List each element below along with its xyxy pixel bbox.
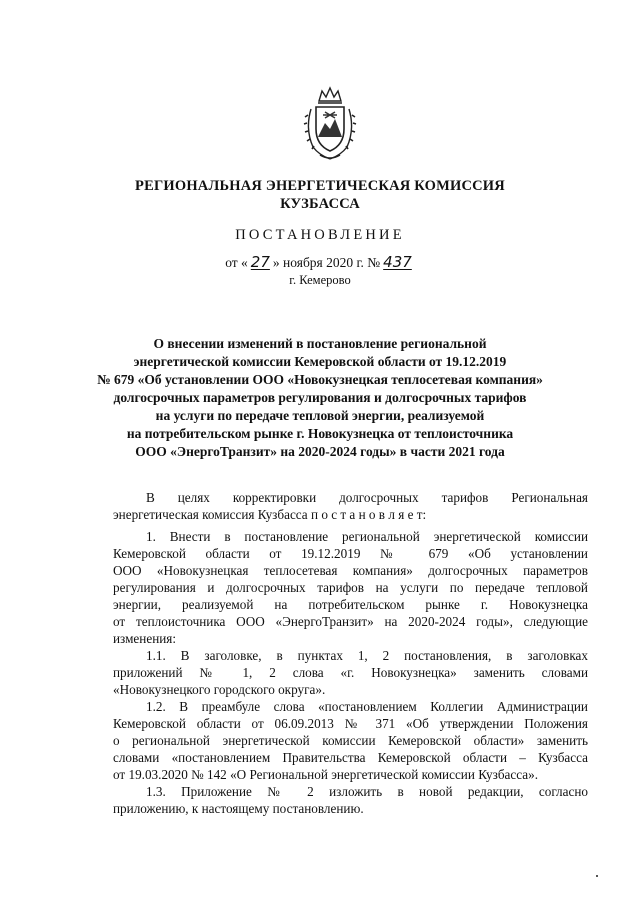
title-line: долгосрочных параметров регулирования и долгосрочных тарифов: [113, 390, 527, 405]
handwritten-day: 27: [250, 253, 270, 271]
body-line: 1.2. В преамбуле слова «постановлением Коллегии Администрации: [146, 699, 588, 714]
date-prefix: от «: [225, 255, 248, 270]
body-line: энергии, реализуемой на потребительском рынке г. Новокузнецка: [113, 597, 588, 612]
title-line: ООО «ЭнергоТранзит» на 2020-2024 годы» в части 2021 года: [135, 444, 505, 459]
city-label: г. Кемерово: [289, 273, 351, 287]
body-line: приложений № 1, 2 слова «г. Новокузнецка» заменить словами: [113, 665, 588, 680]
organization-name-line1: РЕГИОНАЛЬНАЯ ЭНЕРГЕТИЧЕСКАЯ КОМИССИЯ: [135, 178, 505, 194]
body-line: от 19.03.2020 № 142 «О Региональной энергетической комиссии Кузбасса».: [113, 767, 538, 782]
decree-date-line: [0, 253, 640, 271]
body-line: словами «постановлением Правительства Кемеровской области – Кузбасса: [113, 750, 588, 765]
title-line: энергетической комиссии Кемеровской области от 19.12.2019: [133, 354, 507, 369]
body-line: 1. Внести в постановление региональной энергетической комиссии: [146, 529, 588, 544]
title-line: на потребительском рынке г. Новокузнецка от теплоисточника: [126, 426, 514, 441]
organization-name-line2: КУЗБАССА: [280, 196, 360, 212]
document-type: ПОСТАНОВЛЕНИЕ: [235, 227, 405, 243]
body-line: Кемеровской области от 19.12.2019 № 679 «Об установлении: [113, 546, 588, 561]
body-line: энергетическая комиссия Кузбасса п о с т а н о в л я е т:: [113, 507, 427, 522]
body-line: Кемеровской области от 06.09.2013 № 371 «Об утверждении Положения: [113, 716, 588, 731]
body-line: 1.3. Приложение № 2 изложить в новой редакции, согласно: [146, 784, 588, 799]
date-middle: » ноября 2020 г. №: [272, 255, 381, 270]
title-line: на услуги по передаче тепловой энергии, реализуемой: [155, 408, 485, 423]
body-line: 1.1. В заголовке, в пунктах 1, 2 постановления, в заголовках: [146, 648, 588, 663]
scan-speck: [596, 875, 598, 877]
body-line: от теплоисточника ООО «ЭнергоТранзит» на 2020-2024 годы», следующие: [113, 614, 588, 629]
title-line: О внесении изменений в постановление региональной: [153, 336, 487, 351]
body-line: изменения:: [113, 631, 177, 646]
handwritten-number: 437: [383, 253, 412, 271]
body-line: «Новокузнецкого городского округа».: [113, 682, 326, 697]
coat-of-arms-icon: [303, 85, 357, 163]
body-line: В целях корректировки долгосрочных тарифов Региональная: [146, 490, 588, 505]
body-line: ООО «Новокузнецкая теплосетевая компания» долгосрочных параметров: [113, 563, 588, 578]
body-line: о региональной энергетической комиссии Кемеровской области» заменить: [113, 733, 588, 748]
body-line: приложению, к настоящему постановлению.: [113, 801, 364, 816]
body-line: регулирования и долгосрочных тарифов на услуги по передаче тепловой: [113, 580, 588, 595]
title-line: № 679 «Об установлении ООО «Новокузнецкая теплосетевая компания»: [97, 372, 543, 387]
